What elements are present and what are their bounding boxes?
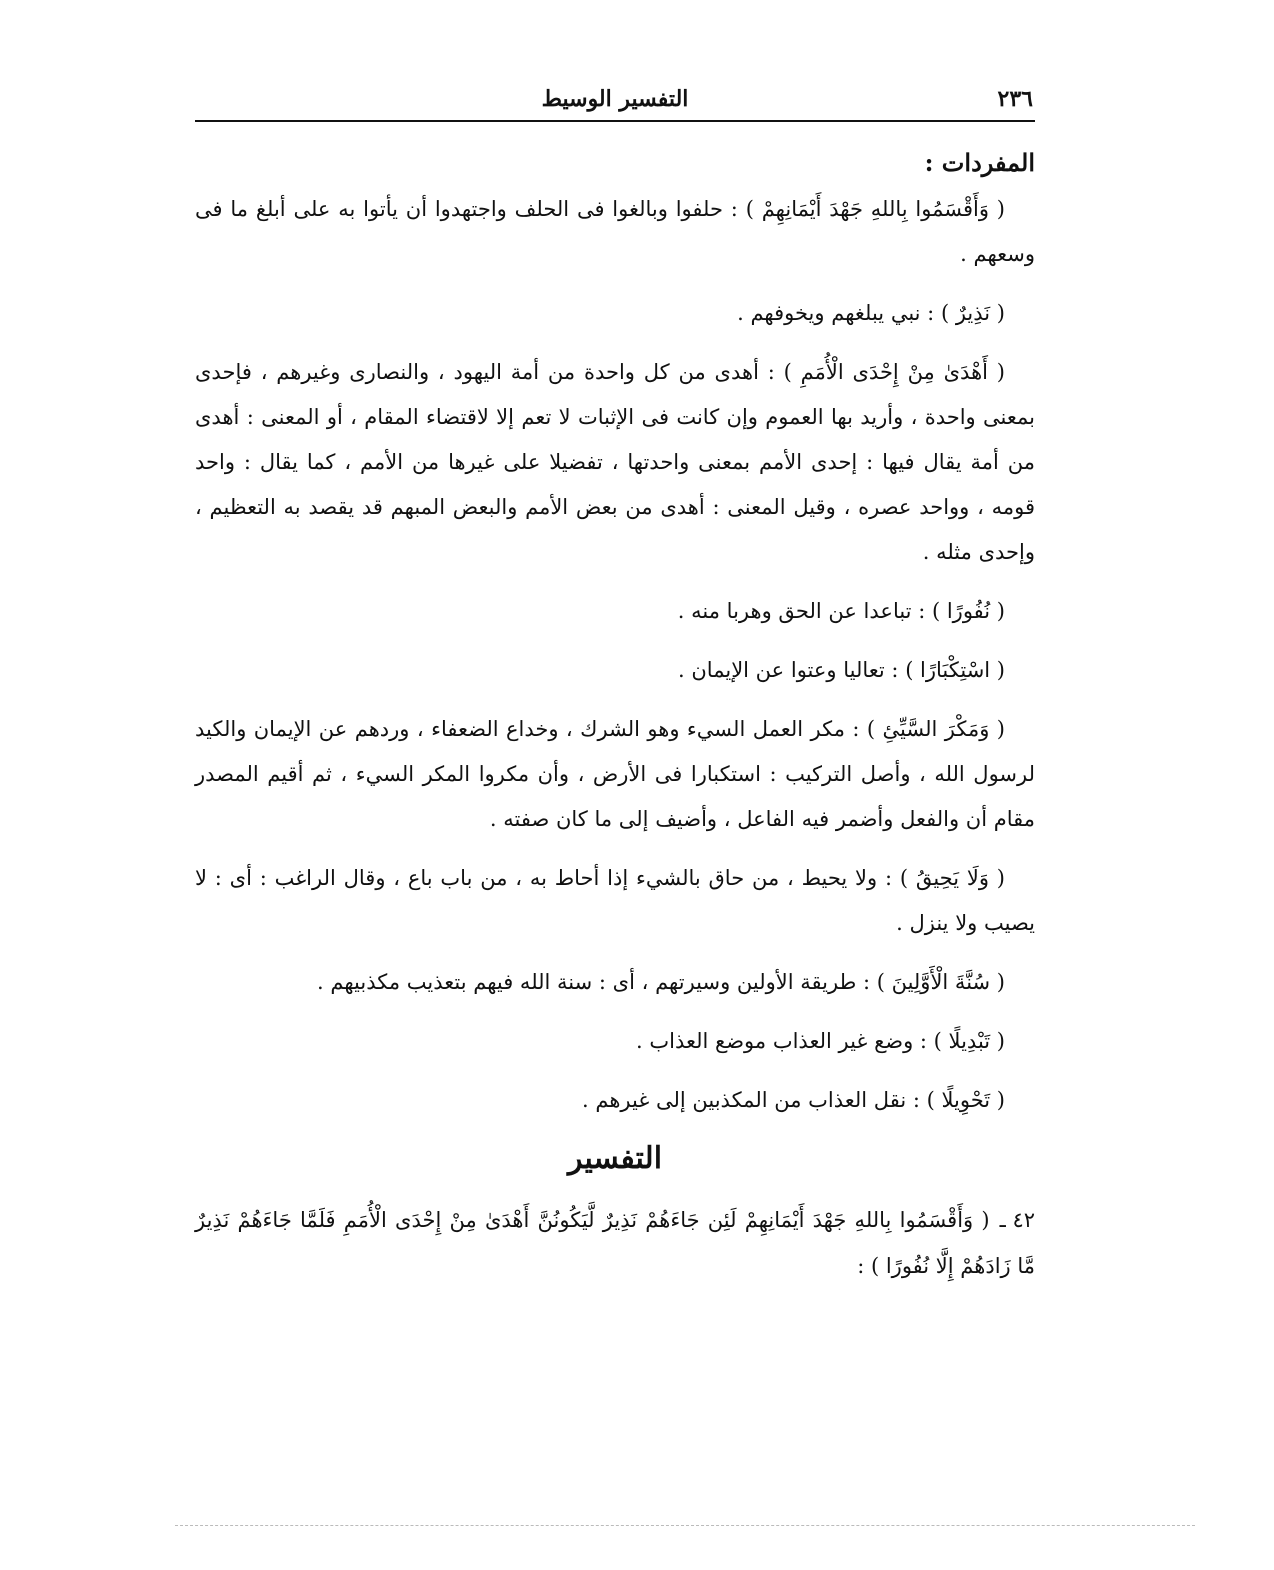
verse-text: ( وَأَقْسَمُوا بِاللهِ جَهْدَ أَيْمَانِهِمْ لَئِن جَاءَهُمْ نَذِيرٌ لَّيَكُونُنَّ أَهْدَىٰ مِنْ إِحْدَى الْأُمَمِ فَلَمَّا جَاءَهُمْ نَذِيرٌ مَّا زَادَهُمْ إِلَّا نُفُورًا ) : xyxy=(195,1208,1035,1278)
vocabulary-entry xyxy=(195,589,1035,634)
vocabulary-entry xyxy=(195,707,1035,842)
vocabulary-entry xyxy=(195,1019,1035,1064)
vocabulary-term: ( تَبْدِيلًا ) xyxy=(933,1029,1005,1053)
vocabulary-heading: المفردات : xyxy=(924,148,1035,177)
vocabulary-definition: : مكر العمل السيء وهو الشرك ، وخداع الضعفاء ، وردهم عن الإيمان والكيد لرسول الله ، وأصل التركيب : استكبارا فى الأرض ، وأن مكروا المكر السيء ، ثم أقيم المصدر مقام أن والفعل وأضمر فيه الفاعل ، وأضيف إلى ما كان صفته . xyxy=(195,717,1035,831)
vocabulary-definition: : أهدى من كل واحدة من أمة اليهود ، والنصارى وغيرهم ، فإحدى بمعنى واحدة ، وأريد بها العموم وإن كانت فى الإثبات لا تعم إلا لاقتضاء المقام ، أو المعنى : أهدى من أمة يقال فيها : إحدى الأمم بمعنى واحدتها ، تفضيلا على غيرها من الأمم ، كما يقال : واحد قومه ، وواحد عصره ، وقيل المعنى : أهدى من بعض الأمم والبعض المبهم قد يقصد به التعظيم ، وإحدى مثله . xyxy=(195,360,1035,564)
vocabulary-definition: : حلفوا وبالغوا فى الحلف واجتهدوا أن يأتوا به على أبلغ ما فى وسعهم . xyxy=(195,197,1035,266)
verse-paragraph xyxy=(195,1197,1035,1289)
vocabulary-term: ( أَهْدَىٰ مِنْ إِحْدَى الْأُمَمِ ) xyxy=(783,360,1005,384)
book-page xyxy=(195,80,1035,1310)
vocabulary-definition: : نبي يبلغهم ويخوفهم . xyxy=(737,301,935,325)
vocabulary-definition: : تعاليا وعتوا عن الإيمان . xyxy=(678,658,899,682)
vocabulary-entry xyxy=(195,648,1035,693)
vocabulary-term: ( نُفُورًا ) xyxy=(931,599,1005,623)
vocabulary-term: ( وَلَا يَحِيقُ ) xyxy=(899,866,1005,890)
vocabulary-entry xyxy=(195,1078,1035,1123)
vocabulary-term: ( نَذِيرٌ ) xyxy=(940,301,1005,325)
page-bottom-edge xyxy=(175,1525,1195,1526)
vocabulary-entry xyxy=(195,187,1035,277)
tafsir-heading: التفسير xyxy=(567,1141,663,1176)
page-number: ٢٣٦ xyxy=(997,86,1033,112)
vocabulary-term: ( سُنَّةَ الْأَوَّلِينَ ) xyxy=(876,970,1005,994)
vocabulary-term: ( تَحْوِيلًا ) xyxy=(926,1088,1005,1112)
running-title: التفسير الوسيط xyxy=(541,86,689,112)
vocabulary-definition: : نقل العذاب من المكذبين إلى غيرهم . xyxy=(582,1088,920,1112)
vocabulary-entry xyxy=(195,291,1035,336)
vocabulary-definition: : ولا يحيط ، من حاق بالشيء إذا أحاط به ، من باب باع ، وقال الراغب : أى : لا يصيب ولا ينزل . xyxy=(195,866,1035,935)
vocabulary-definition: : طريقة الأولين وسيرتهم ، أى : سنة الله فيهم بتعذيب مكذبيهم . xyxy=(317,970,871,994)
vocabulary-term: ( اسْتِكْبَارًا ) xyxy=(905,658,1005,682)
vocabulary-definition: : وضع غير العذاب موضع العذاب . xyxy=(636,1029,927,1053)
vocabulary-entry xyxy=(195,350,1035,575)
vocabulary-entry xyxy=(195,960,1035,1005)
vocabulary-term: ( وَأَقْسَمُوا بِاللهِ جَهْدَ أَيْمَانِهِمْ ) xyxy=(745,197,1005,221)
vocabulary-entry xyxy=(195,856,1035,946)
verse-number: ٤٢ ـ xyxy=(999,1208,1035,1232)
vocabulary-term: ( وَمَكْرَ السَّيِّئِ ) xyxy=(866,717,1005,741)
vocabulary-definition: : تباعدا عن الحق وهربا منه . xyxy=(677,599,926,623)
vocabulary-list xyxy=(195,187,1035,1123)
running-header xyxy=(195,80,1035,122)
